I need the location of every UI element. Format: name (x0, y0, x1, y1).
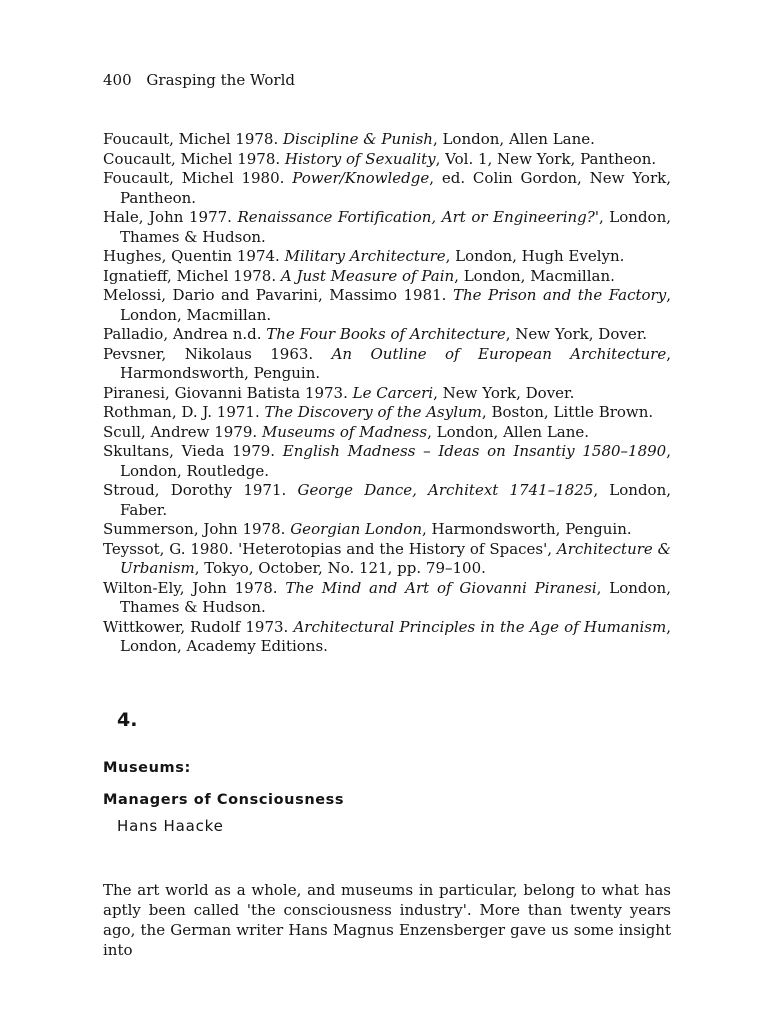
bibliography-entry (103, 579, 671, 618)
body-paragraph: The art world as a whole, and museums in particular, belong to what has aptly been called 'the consciousness industry'. More than twenty years ago, the German writer Hans Magnus Enzensberger gave us some insight into (103, 881, 671, 959)
entry-title: The Prison and the Factory (452, 286, 667, 304)
entry-author-year: Scull, Andrew 1979. (103, 422, 262, 441)
entry-author-year: Melossi, Dario and Pavarini, Massimo 1981. (103, 286, 453, 304)
bibliography-entry (103, 150, 671, 170)
chapter-title-line-2: Managers of Consciousness (103, 792, 345, 808)
entry-title: The Four Books of Architecture (266, 325, 506, 343)
bibliography-entry (103, 130, 671, 150)
bibliography-entry (103, 481, 671, 520)
entry-publication: , ed. Colin Gordon, New York, Pantheon. (120, 169, 671, 207)
entry-publication: , London, Macmillan. (120, 286, 671, 324)
entry-publication: , New York, Dover. (505, 325, 647, 343)
bibliography-entry (103, 403, 671, 423)
entry-title: Museums of Madness (261, 422, 428, 441)
entry-publication: , London, Thames & Hudson. (120, 208, 672, 246)
entry-author-year: Piranesi, Giovanni Batista 1973. (103, 383, 353, 402)
entry-author-year: Teyssot, G. 1980. 'Heterotopias and the History of Spaces', (103, 539, 557, 558)
entry-title: Architectural Principles in the Age of Humanism (293, 617, 667, 636)
entry-author-year: Rothman, D. J. 1971. (103, 403, 265, 421)
entry-title: Architecture & Urbanism (120, 539, 672, 577)
bibliography-entry (103, 286, 671, 325)
bibliography-entry (103, 423, 671, 443)
entry-author-year: Skultans, Vieda 1979. (103, 442, 283, 460)
entry-title: Georgian London (290, 520, 422, 538)
entry-title: Le Carceri (352, 383, 434, 402)
entry-title: Military Architecture (284, 247, 446, 265)
bibliography-list (103, 130, 671, 657)
entry-author-year: Foucault, Michel 1980. (103, 169, 293, 187)
bibliography-entry (103, 618, 671, 657)
entry-title: English Madness – Ideas on Insantiy 1580–1890 (282, 442, 667, 460)
bibliography-entry (103, 247, 671, 267)
entry-publication: , Harmondsworth, Penguin. (120, 344, 671, 382)
bibliography-entry (103, 325, 671, 345)
entry-publication: , London, Thames & Hudson. (120, 578, 671, 616)
bibliography-entry (103, 384, 671, 404)
bibliography-entry (103, 520, 671, 540)
bibliography-entry (103, 442, 671, 481)
entry-publication: , London, Allen Lane. (427, 422, 590, 441)
entry-title: A Just Measure of Pain (280, 266, 455, 285)
entry-author-year: Wittkower, Rudolf 1973. (103, 617, 294, 636)
bibliography-entry (103, 208, 671, 247)
bibliography-entry (103, 345, 671, 384)
entry-author-year: Palladio, Andrea n.d. (103, 325, 267, 343)
entry-title: Renaissance Fortification, Art or Engineering?' (237, 208, 599, 226)
entry-author-year: Foucault, Michel 1978. (103, 130, 284, 148)
entry-publication: , New York, Dover. (433, 383, 575, 402)
chapter-title (103, 752, 344, 816)
page-number: 400 (103, 71, 132, 89)
chapter-author: Hans Haacke (117, 817, 224, 835)
bibliography-entry (103, 267, 671, 287)
entry-publication: , London, Routledge. (120, 442, 671, 480)
entry-publication: , London, Faber. (120, 481, 672, 519)
entry-publication: , London, Allen Lane. (432, 130, 595, 148)
entry-publication: , London, Hugh Evelyn. (445, 247, 625, 265)
entry-author-year: Hughes, Quentin 1974. (103, 247, 285, 265)
entry-publication: , Tokyo, October, No. 121, pp. 79–100. (194, 559, 486, 577)
entry-title: George Dance, Architext 1741–1825 (297, 481, 594, 499)
entry-author-year: Pevsner, Nikolaus 1963. (103, 344, 332, 363)
entry-publication: , London, Macmillan. (454, 266, 615, 285)
chapter-number: 4. (117, 709, 138, 731)
running-head (103, 70, 295, 90)
entry-publication: , Vol. 1, New York, Pantheon. (435, 149, 657, 168)
entry-title: An Outline of European Architecture (331, 344, 667, 363)
entry-author-year: Coucault, Michel 1978. (103, 149, 285, 168)
entry-author-year: Stroud, Dorothy 1971. (103, 481, 298, 499)
chapter-title-line-1: Museums: (103, 760, 191, 776)
entry-title: The Discovery of the Asylum (264, 403, 482, 421)
entry-publication: , Harmondsworth, Penguin. (421, 520, 632, 538)
entry-author-year: Hale, John 1977. (103, 208, 238, 226)
entry-author-year: Summerson, John 1978. (103, 520, 291, 538)
entry-title: Power/Knowledge (292, 169, 430, 187)
entry-publication: , Boston, Little Brown. (481, 403, 654, 421)
bibliography-entry (103, 169, 671, 208)
entry-title: Discipline & Punish (283, 130, 433, 148)
entry-publication: , London, Academy Editions. (120, 617, 671, 655)
entry-author-year: Ignatieff, Michel 1978. (103, 266, 281, 285)
entry-title: The Mind and Art of Giovanni Piranesi (285, 578, 597, 597)
entry-title: History of Sexuality (284, 149, 436, 168)
entry-author-year: Wilton-Ely, John 1978. (103, 578, 286, 597)
bibliography-entry (103, 540, 671, 579)
running-head-title: Grasping the World (146, 71, 295, 89)
